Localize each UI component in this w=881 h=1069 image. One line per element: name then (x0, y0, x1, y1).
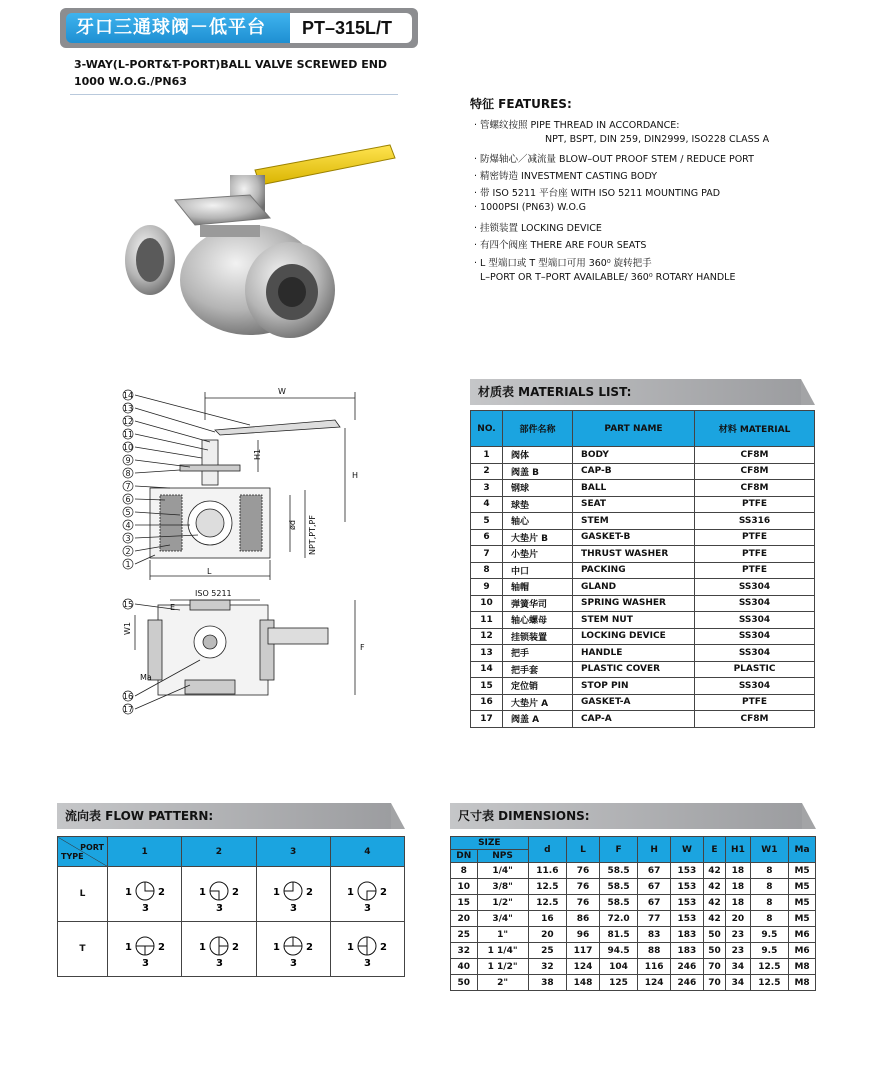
cell-part-cn: 把手套 (503, 661, 573, 678)
cell-part-en: THRUST WASHER (573, 546, 695, 563)
cell-part-en: GASKET-A (573, 694, 695, 711)
cell-e: 50 (703, 943, 725, 959)
svg-text:2: 2 (157, 886, 165, 898)
flow-pattern-icon (119, 928, 171, 968)
table-row (58, 922, 405, 977)
feature-item: · 管螺纹按照 PIPE THREAD IN ACCORDANCE: (474, 120, 680, 131)
flow-cell (256, 867, 330, 922)
svg-text:11: 11 (122, 430, 134, 439)
cell-e: 42 (703, 911, 725, 927)
flow-pattern-icon (341, 873, 393, 913)
table-row (471, 694, 815, 711)
flow-type: L (58, 867, 108, 922)
table-row (471, 546, 815, 563)
table-row (451, 863, 816, 879)
svg-text:9: 9 (125, 456, 131, 465)
table-row (451, 959, 816, 975)
cell-l: 148 (567, 975, 600, 991)
svg-text:17: 17 (122, 705, 134, 714)
cell-material: CF8M (695, 480, 815, 497)
cell-part-cn: 大垫片 A (503, 694, 573, 711)
table-row (471, 513, 815, 530)
cell-material: PTFE (695, 694, 815, 711)
table-row (471, 628, 815, 645)
cell-nps: 1 1/4" (477, 943, 528, 959)
cell-h1: 18 (726, 879, 750, 895)
cell-f: 58.5 (599, 879, 637, 895)
svg-text:2: 2 (380, 941, 388, 953)
cell-f: 72.0 (599, 911, 637, 927)
svg-text:1: 1 (347, 886, 355, 898)
port-3: 3 (256, 837, 330, 867)
flow-cell (182, 922, 256, 977)
feature-item: L–PORT OR T–PORT AVAILABLE/ 360⁰ ROTARY HANDLE (480, 272, 736, 283)
cell-l: 86 (567, 911, 600, 927)
cell-h1: 23 (726, 927, 750, 943)
flow-cell (330, 922, 404, 977)
cell-d: 11.6 (528, 863, 566, 879)
cell-dn: 15 (451, 895, 478, 911)
cell-part-cn: 弹簧华司 (503, 595, 573, 612)
svg-text:1: 1 (273, 941, 281, 953)
feature-item: · 防爆轴心／减流量 BLOW–OUT PROOF STEM / REDUCE PORT (474, 154, 754, 165)
table-row (451, 911, 816, 927)
flow-table (57, 836, 405, 977)
cell-h1: 34 (726, 959, 750, 975)
flow-type: T (58, 922, 108, 977)
svg-text:6: 6 (125, 495, 131, 504)
flow-pattern-icon (267, 928, 319, 968)
cell-part-cn: 定位销 (503, 678, 573, 695)
cell-w: 153 (671, 895, 704, 911)
materials-table (470, 410, 815, 728)
svg-text:3: 3 (290, 902, 298, 913)
flow-pattern-icon (193, 928, 245, 968)
svg-text:2: 2 (231, 941, 239, 953)
cell-h: 83 (638, 927, 671, 943)
svg-text:2: 2 (125, 547, 131, 556)
cell-h1: 18 (726, 895, 750, 911)
cell-part-en: CAP-A (573, 711, 695, 728)
table-row (471, 661, 815, 678)
cell-part-en: PACKING (573, 562, 695, 579)
flow-pattern-icon (119, 873, 171, 913)
cell-h1: 34 (726, 975, 750, 991)
cell-no: 14 (471, 661, 503, 678)
svg-text:1: 1 (198, 886, 206, 898)
cell-no: 3 (471, 480, 503, 497)
cell-no: 12 (471, 628, 503, 645)
cell-h: 124 (638, 975, 671, 991)
table-row (471, 496, 815, 513)
cell-e: 42 (703, 895, 725, 911)
cell-part-en: STEM NUT (573, 612, 695, 629)
cell-e: 50 (703, 927, 725, 943)
svg-text:3: 3 (125, 534, 131, 543)
cell-e: 70 (703, 975, 725, 991)
cell-d: 20 (528, 927, 566, 943)
cell-h: 88 (638, 943, 671, 959)
cell-w1: 12.5 (750, 975, 788, 991)
flow-pattern-icon (341, 928, 393, 968)
cell-dn: 32 (451, 943, 478, 959)
dimensions-header: 尺寸表 DIMENSIONS: (450, 803, 802, 829)
cell-nps: 2" (477, 975, 528, 991)
table-row (471, 463, 815, 480)
cell-h1: 20 (726, 911, 750, 927)
col-part-en: PART NAME (573, 411, 695, 447)
cell-no: 8 (471, 562, 503, 579)
cell-dn: 50 (451, 975, 478, 991)
cell-part-en: BALL (573, 480, 695, 497)
valve-photo (120, 140, 400, 350)
cell-material: SS316 (695, 513, 815, 530)
svg-text:10: 10 (122, 443, 134, 452)
cell-w1: 9.5 (750, 943, 788, 959)
cell-material: SS304 (695, 678, 815, 695)
cell-w1: 8 (750, 879, 788, 895)
subtitle-line2: 1000 W.O.G./PN63 (74, 75, 187, 88)
iso-label: ISO 5211 (195, 589, 232, 598)
svg-text:3: 3 (141, 902, 149, 913)
cell-part-cn: 钢球 (503, 480, 573, 497)
table-row (471, 612, 815, 629)
port-1: 1 (108, 837, 182, 867)
svg-text:2: 2 (231, 886, 239, 898)
svg-text:14: 14 (122, 391, 134, 400)
cell-part-en: LOCKING DEVICE (573, 628, 695, 645)
cell-dn: 10 (451, 879, 478, 895)
cell-w: 246 (671, 959, 704, 975)
cell-part-cn: 把手 (503, 645, 573, 662)
cell-material: SS304 (695, 628, 815, 645)
cell-material: CF8M (695, 463, 815, 480)
cell-part-en: SPRING WASHER (573, 595, 695, 612)
svg-text:1: 1 (347, 941, 355, 953)
cell-e: 70 (703, 959, 725, 975)
table-row (471, 579, 815, 596)
cell-part-cn: 轴心螺母 (503, 612, 573, 629)
dim-npt-label: NPT,PT,PF (308, 515, 317, 555)
svg-text:1: 1 (124, 886, 132, 898)
table-row (451, 927, 816, 943)
svg-text:3: 3 (215, 902, 223, 913)
flow-cell (256, 922, 330, 977)
cell-l: 117 (567, 943, 600, 959)
cell-w1: 8 (750, 911, 788, 927)
cell-w: 183 (671, 927, 704, 943)
svg-text:1: 1 (125, 560, 131, 569)
cell-dn: 25 (451, 927, 478, 943)
cell-no: 7 (471, 546, 503, 563)
svg-text:1: 1 (273, 886, 281, 898)
cell-w: 153 (671, 863, 704, 879)
cell-h1: 23 (726, 943, 750, 959)
cell-part-cn: 挂锁装置 (503, 628, 573, 645)
cell-ma: M5 (789, 879, 816, 895)
table-row (471, 447, 815, 464)
cell-h: 77 (638, 911, 671, 927)
cell-part-cn: 阀体 (503, 447, 573, 464)
table-row (471, 595, 815, 612)
cell-no: 5 (471, 513, 503, 530)
size-header: SIZE (451, 837, 529, 850)
cell-material: SS304 (695, 645, 815, 662)
flow-cell (182, 867, 256, 922)
table-row (451, 879, 816, 895)
cell-f: 104 (599, 959, 637, 975)
cell-d: 25 (528, 943, 566, 959)
cell-no: 11 (471, 612, 503, 629)
svg-text:4: 4 (125, 521, 131, 530)
table-row (471, 529, 815, 546)
svg-text:16: 16 (122, 692, 134, 701)
cell-w1: 9.5 (750, 927, 788, 943)
cell-d: 12.5 (528, 879, 566, 895)
cell-ma: M6 (789, 943, 816, 959)
cell-d: 12.5 (528, 895, 566, 911)
cell-l: 96 (567, 927, 600, 943)
cell-no: 6 (471, 529, 503, 546)
svg-text:3: 3 (141, 957, 149, 968)
table-row (451, 895, 816, 911)
cell-material: CF8M (695, 447, 815, 464)
svg-text:1: 1 (198, 941, 206, 953)
feature-item: · 挂锁装置 LOCKING DEVICE (474, 223, 602, 234)
svg-text:3: 3 (364, 957, 372, 968)
cell-h: 67 (638, 895, 671, 911)
flow-cell (108, 867, 182, 922)
svg-text:3: 3 (364, 902, 372, 913)
cell-material: SS304 (695, 579, 815, 596)
svg-text:7: 7 (125, 482, 131, 491)
cell-no: 17 (471, 711, 503, 728)
feature-item: NPT, BSPT, DIN 259, DIN2999, ISO228 CLASS A (545, 134, 770, 145)
technical-drawing (110, 380, 380, 720)
cell-part-cn: 阀盖 B (503, 463, 573, 480)
cell-part-en: PLASTIC COVER (573, 661, 695, 678)
cell-part-en: STOP PIN (573, 678, 695, 695)
svg-text:2: 2 (306, 886, 314, 898)
cell-nps: 3/8" (477, 879, 528, 895)
feature-item: · 精密铸造 INVESTMENT CASTING BODY (474, 171, 658, 182)
feature-item: · 有四个阀座 THERE ARE FOUR SEATS (474, 240, 647, 251)
cell-f: 58.5 (599, 895, 637, 911)
feature-item: · 带 ISO 5211 平台座 WITH ISO 5211 MOUNTING PAD (474, 188, 721, 199)
dim-e-label: E (170, 603, 176, 612)
cell-part-cn: 轴心 (503, 513, 573, 530)
svg-text:15: 15 (122, 600, 134, 609)
cell-part-cn: 大垫片 B (503, 529, 573, 546)
cell-part-en: SEAT (573, 496, 695, 513)
title-cn: 牙口三通球阀－低平台 (66, 13, 290, 43)
cell-w1: 12.5 (750, 959, 788, 975)
cell-material: PTFE (695, 496, 815, 513)
cell-part-en: STEM (573, 513, 695, 530)
col-material: 材料 MATERIAL (695, 411, 815, 447)
cell-no: 4 (471, 496, 503, 513)
table-row (471, 678, 815, 695)
subtitle-divider (70, 94, 398, 95)
cell-part-en: GASKET-B (573, 529, 695, 546)
cell-f: 125 (599, 975, 637, 991)
cell-no: 1 (471, 447, 503, 464)
dim-h-label: H (352, 471, 359, 480)
flow-cell (108, 922, 182, 977)
flow-pattern-icon (267, 873, 319, 913)
cell-ma: M5 (789, 911, 816, 927)
cell-l: 124 (567, 959, 600, 975)
cell-no: 9 (471, 579, 503, 596)
cell-h1: 18 (726, 863, 750, 879)
dim-d-label: ød (288, 520, 297, 530)
col-no: NO. (471, 411, 503, 447)
cell-f: 94.5 (599, 943, 637, 959)
table-row (451, 975, 816, 991)
table-row (471, 711, 815, 728)
flow-cell (330, 867, 404, 922)
table-row (471, 562, 815, 579)
dimensions-table: SIZE d L F H W E H1 W1 Ma DN NPS 8 1/4" 11.6 76 58.5 67 153 42 18 8 M5 10 3/8" 12.5 76 58.5 67 153 42 18 8 M5 15 1/2" 12.5 76 58.5 67 153 42 18 8 M5 20 3/4" 16 86 72.0 77 153 42 20 8 M5 25 1" 20 96 81.5 83 183 50 23 9.5 M6 32 1 1/4" 25 117 94.5 88 183 50 23 9.5 M6 40 1 1/2" 32 124 104 116 246 70 34 12.5 M8 50 2" 38 148 125 124 246 70 34 12.5 M8 (450, 836, 816, 991)
cell-no: 10 (471, 595, 503, 612)
cell-part-en: GLAND (573, 579, 695, 596)
cell-ma: M8 (789, 975, 816, 991)
cell-nps: 3/4" (477, 911, 528, 927)
cell-e: 42 (703, 863, 725, 879)
svg-text:5: 5 (125, 508, 131, 517)
cell-material: PLASTIC (695, 661, 815, 678)
subtitle-line1: 3-WAY(L-PORT&T-PORT)BALL VALVE SCREWED END (74, 58, 388, 71)
flow-corner: PORT TYPE (58, 837, 108, 867)
cell-material: SS304 (695, 595, 815, 612)
cell-w1: 8 (750, 863, 788, 879)
cell-part-cn: 轴帽 (503, 579, 573, 596)
cell-h: 67 (638, 863, 671, 879)
cell-material: PTFE (695, 529, 815, 546)
cell-d: 16 (528, 911, 566, 927)
dim-h1-label: H1 (253, 448, 262, 460)
port-2: 2 (182, 837, 256, 867)
dim-w1-label: W1 (123, 622, 132, 635)
port-4: 4 (330, 837, 404, 867)
cell-h: 67 (638, 879, 671, 895)
svg-text:3: 3 (290, 957, 298, 968)
cell-w: 183 (671, 943, 704, 959)
cell-no: 16 (471, 694, 503, 711)
cell-dn: 8 (451, 863, 478, 879)
features-title: 特征 FEATURES: (470, 97, 572, 111)
cell-nps: 1" (477, 927, 528, 943)
callout-numbers (123, 390, 133, 714)
cell-material: CF8M (695, 711, 815, 728)
cell-ma: M6 (789, 927, 816, 943)
table-row (471, 480, 815, 497)
cell-nps: 1 1/2" (477, 959, 528, 975)
cell-material: PTFE (695, 546, 815, 563)
cell-h: 116 (638, 959, 671, 975)
cell-l: 76 (567, 895, 600, 911)
dim-l-label: L (207, 567, 212, 576)
table-row (58, 867, 405, 922)
cell-d: 32 (528, 959, 566, 975)
cell-no: 15 (471, 678, 503, 695)
cell-material: SS304 (695, 612, 815, 629)
cell-material: PTFE (695, 562, 815, 579)
svg-text:3: 3 (215, 957, 223, 968)
table-row (451, 943, 816, 959)
cell-w1: 8 (750, 895, 788, 911)
cell-l: 76 (567, 879, 600, 895)
cell-l: 76 (567, 863, 600, 879)
table-row (471, 645, 815, 662)
cell-e: 42 (703, 879, 725, 895)
cell-ma: M5 (789, 895, 816, 911)
cell-dn: 40 (451, 959, 478, 975)
cell-part-cn: 球垫 (503, 496, 573, 513)
cell-no: 13 (471, 645, 503, 662)
feature-item: · L 型端口或 T 型端口可用 360⁰ 旋转把手 (474, 258, 652, 269)
cell-part-en: CAP-B (573, 463, 695, 480)
svg-text:2: 2 (306, 941, 314, 953)
cell-part-cn: 阀盖 A (503, 711, 573, 728)
dim-w-label: W (278, 387, 286, 396)
cell-part-en: HANDLE (573, 645, 695, 662)
cell-f: 58.5 (599, 863, 637, 879)
svg-text:12: 12 (122, 417, 134, 426)
cell-w: 153 (671, 911, 704, 927)
cell-d: 38 (528, 975, 566, 991)
cell-part-cn: 中口 (503, 562, 573, 579)
svg-text:8: 8 (125, 469, 131, 478)
model-number: PT–315L/T (290, 13, 412, 43)
cell-ma: M8 (789, 959, 816, 975)
cell-w: 246 (671, 975, 704, 991)
cell-nps: 1/2" (477, 895, 528, 911)
cell-nps: 1/4" (477, 863, 528, 879)
svg-text:2: 2 (157, 941, 165, 953)
svg-text:1: 1 (124, 941, 132, 953)
materials-header: 材质表 MATERIALS LIST: (470, 379, 801, 405)
dim-ma-label: Ma (140, 673, 152, 682)
col-part-cn: 部件名称 (503, 411, 573, 447)
flow-pattern-icon (193, 873, 245, 913)
cell-dn: 20 (451, 911, 478, 927)
cell-part-cn: 小垫片 (503, 546, 573, 563)
cell-part-en: BODY (573, 447, 695, 464)
cell-no: 2 (471, 463, 503, 480)
cell-f: 81.5 (599, 927, 637, 943)
cell-w: 153 (671, 879, 704, 895)
feature-item: · 1000PSI (PN63) W.O.G (474, 202, 586, 213)
svg-text:2: 2 (380, 886, 388, 898)
dim-f-label: F (360, 643, 365, 652)
cell-ma: M5 (789, 863, 816, 879)
svg-text:13: 13 (122, 404, 134, 413)
flow-header: 流向表 FLOW PATTERN: (57, 803, 391, 829)
